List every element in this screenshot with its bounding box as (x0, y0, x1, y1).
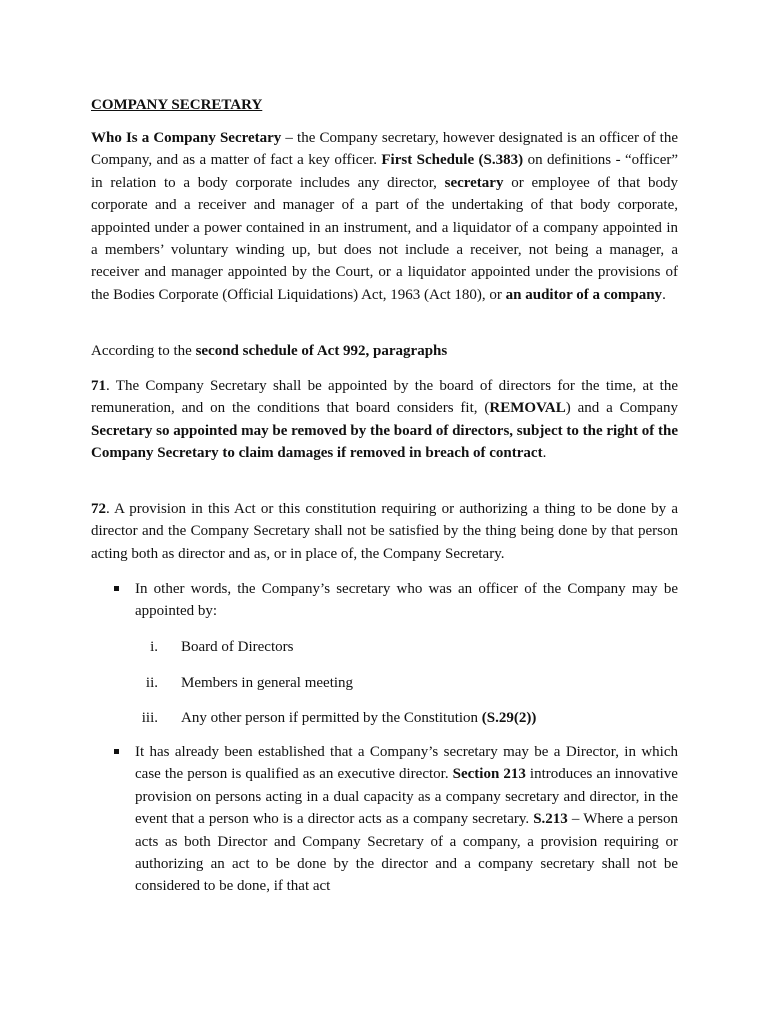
text-run: introduces an innovative provision on persons acting in a dual capacity as a company secretary and director, in the event that a person who is a director acts as a company secretary. (135, 766, 678, 828)
text-run: or employee of that body corporate and a receiver and manager of a part of the undertaking of that body corporate, appointed under a power contained in an instrument, and a liquidator of a company appointed in a members’ voluntary winding up, but does not include a receiver, not being a manager, a receiver and manager appointed by the Court, or a liquidator appointed under the provisions of the Bodies Corporate (Official Liquidations) Act, 1963 (Act 180), or (91, 174, 678, 303)
paragraph-number: 71 (91, 378, 106, 394)
bold-run: an auditor of a company (505, 286, 663, 303)
square-bullet-icon (114, 586, 119, 591)
bold-run: second schedule of Act 992, paragraphs (195, 343, 448, 359)
bold-run: First Schedule (S.383) (381, 152, 524, 169)
roman-numeral: iii. (141, 710, 158, 726)
text-run: – Where a person acts as both Director and Company Secretary of a company, a provision requiring or authorizing an act to be done by the director and a company secretary shall not be considered to be done, if that act (135, 811, 678, 895)
bold-run: Section 213 (452, 766, 526, 783)
roman-numeral: ii. (145, 675, 158, 691)
text-run: Any other person if permitted by the Constitution (181, 710, 482, 726)
bullet-text (135, 741, 678, 898)
bold-run: secretary (444, 174, 504, 191)
text-run: . The Company Secretary shall be appointed by the board of directors for the time, at the remuneration, and on the conditions that board considers fit, ( (91, 378, 678, 417)
roman-item-text (181, 707, 536, 729)
bold-run: (S.29(2)) (481, 710, 537, 726)
bullet-item (114, 741, 678, 898)
square-bullet-icon (114, 749, 119, 754)
text-run: Members in general meeting (181, 675, 354, 691)
roman-item-text (181, 636, 293, 658)
text-run: . (542, 445, 547, 462)
text-run: on definitions - “officer” in relation to a body corporate includes any director, (91, 152, 678, 191)
bold-run: Secretary so appointed may be removed by the board of directors, subject to the right of the Company Secretary to claim damages if removed in breach of contract (91, 422, 679, 462)
paragraph-number: 72 (91, 501, 106, 517)
text-run: Board of Directors (181, 639, 294, 655)
definition-heading: Who Is a Company Secretary (91, 130, 282, 146)
paragraph-definition (91, 127, 678, 306)
document-title: COMPANY SECRETARY (91, 97, 263, 113)
text-run: . A provision in this Act or this constitution requiring or authorizing a thing to be done by a director and the Company Secretary shall not be satisfied by the thing being done by that person acting both as director and as, or in place of, the Company Secretary. (91, 501, 678, 562)
paragraph-71 (91, 375, 678, 465)
bullet-item (114, 578, 678, 623)
text-run: . (662, 286, 666, 303)
bullet-text: In other words, the Company’s secretary who was an officer of the Company may be appointed by: (135, 581, 678, 620)
bold-run: REMOVAL (489, 400, 566, 417)
roman-item-text (181, 672, 353, 694)
roman-numeral: i. (150, 639, 158, 655)
text-run: It has already been established that a Company’s secretary may be a Director, in which case the person is qualified as an executive director. (135, 744, 678, 783)
text-run: – the Company secretary, however designated is an officer of the Company, and as a matter of fact a key officer. (91, 130, 678, 169)
paragraph-according (91, 340, 678, 362)
text-run: ) and a Company (565, 400, 679, 417)
bold-run: S.213 (533, 811, 568, 828)
text-run: According to the (91, 343, 196, 359)
paragraph-72 (91, 498, 678, 565)
